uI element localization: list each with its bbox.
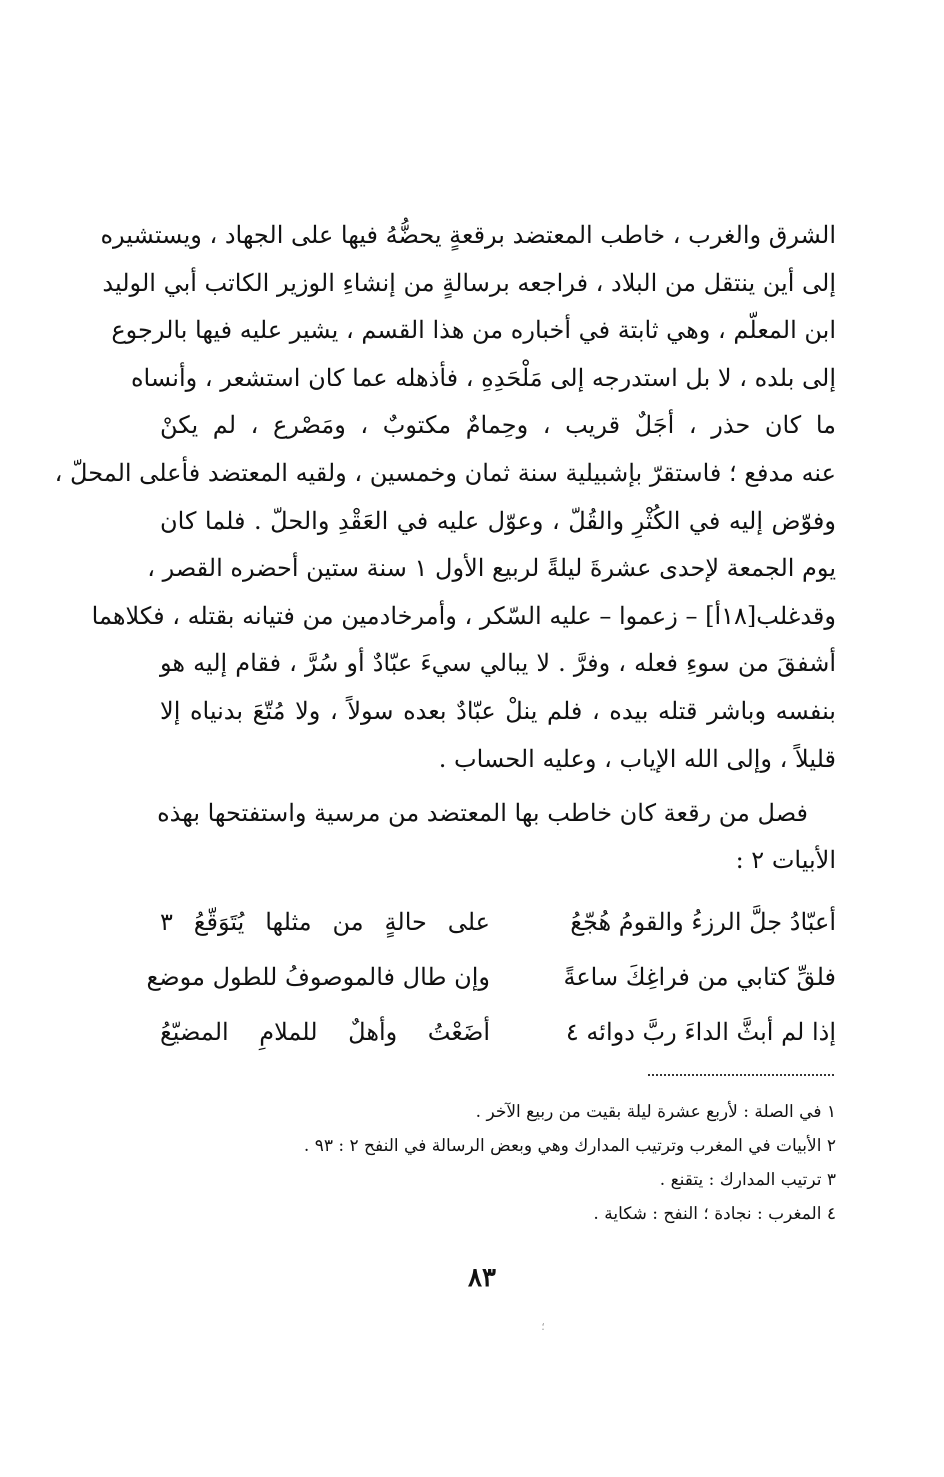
paragraph-line: قليلاً ، وإلى الله الإياب ، وعليه الحساب . [438,744,836,773]
footnote-separator [648,1074,834,1076]
page-number: ٨٣ [468,1263,496,1293]
paragraph-line: وقدغلب[١٨أ] – زعموا – عليه السّكر ، وأمرخادمين من فتيانه بقتله ، فكلاهما [91,601,836,630]
paragraph-line: إلى بلده ، لا بل استدرجه إلى مَلْحَدِهِ ، فأذهله عما كان استشعر ، وأنساه [130,363,836,392]
footnotes [240,1095,836,1231]
main-paragraph [54,212,836,783]
poem-verse [160,895,836,950]
footnote-item: ٣ ترتيب المدارك : يتقنع . [659,1170,836,1190]
footnote-item: ١ في الصلة : لأربع عشرة ليلة بقيت من ربيع الآخر . [475,1102,836,1122]
paragraph-line: الشرق والغرب ، خاطب المعتضد برقعةٍ يحضُّهُ فيها على الجهاد ، ويستشيره [100,221,836,249]
paragraph-line: يوم الجمعة لإحدى عشرةَ ليلةً لربيع الأول ١ سنة ستين أحضره القصر ، [147,554,836,583]
verse-first-hemistich: فلقِّ كتابي من فراغِكَ ساعةً [563,963,836,991]
footnote-item: ٤ المغرب : نجادة ؛ النفح : شكاية . [593,1204,836,1224]
paragraph-line: ما كان حذر ، أجَلٌ قريب ، وحِمامٌ مكتوبٌ ، ومَصْرع ، لم يكنْ [160,411,836,440]
scan-speck: ؛ [541,1320,545,1333]
section-heading-line: فصل من رقعة كان خاطب بها المعتضد من مرسية واستفتحها بهذه [157,799,808,827]
paragraph-line: أشفقَ من سوءِ فعله ، وفرَّ . لا يبالي سيءَ عبّادٌ أو سُرَّ ، فقام إليه هو [160,649,836,678]
paragraph-line: بنفسه وباشر قتله بيده ، فلم ينلْ عبّادٌ بعده سولاً ، ولا مُتّعَ بدنياه إلا [160,696,836,725]
paragraph-line: وفوّض إليه في الكُثْرِ والقُلّ ، وعوّل عليه في العَقْدِ والحلّ . فلما كان [160,506,836,535]
section-heading-line: الأبيات ٢ : [735,846,836,874]
footnote-item: ٢ الأبيات في المغرب وترتيب المدارك وهي وبعض الرسالة في النفح ٢ : ٩٣ . [303,1136,836,1156]
paragraph-line: إلى أين ينتقل من البلاد ، فراجعه برسالةٍ من إنشاءِ الوزير الكاتب أبي الوليد [102,268,836,297]
poem [146,895,836,1060]
paragraph-line: ابن المعلّم ، وهي ثابتة في أخباره من هذا القسم ، يشير عليه فيها بالرجوع [111,316,836,345]
paragraph-line: عنه مدفع ؛ فاستقرّ بإشبيلية سنة ثمان وخمسين ، ولقيه المعتضد فأعلى المحلّ ، [54,458,836,487]
verse-second-hemistich: أضَعْتُ وأهلٌ للملامِ المضيّعُ [160,1018,490,1046]
poem-verse [160,1005,836,1060]
poem-verse [146,950,836,1005]
verse-second-hemistich: على حالةٍ من مثلها يُتَوَقّعُ ٣ [160,908,490,936]
section-heading [157,790,836,884]
verse-first-hemistich: أعبّادُ جلَّ الرزءُ والقومُ هُجّعُ [570,908,836,936]
verse-first-hemistich: إذا لم أبثَّ الداءَ ربَّ دوائه ٤ [565,1018,836,1046]
verse-second-hemistich: وإن طال فالموصوفُ للطول موضع [146,963,490,991]
